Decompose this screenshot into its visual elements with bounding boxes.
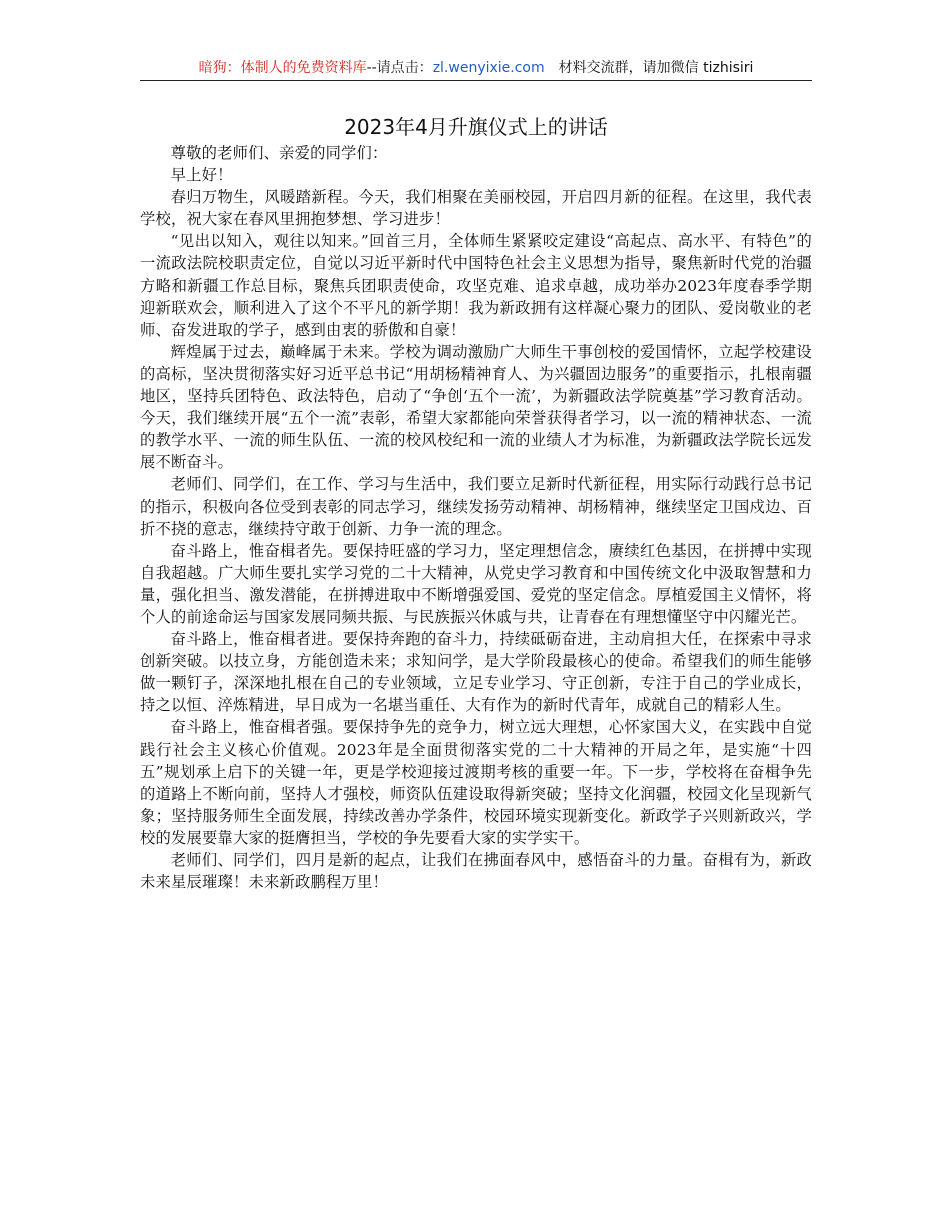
header-contact: 材料交流群，请加微信 tizhisiri bbox=[558, 60, 754, 76]
paragraph-closing: 老师们、同学们，四月是新的起点，让我们在拂面春风中，感悟奋斗的力量。奋楫有为，新政未来星辰璀璨！未来新政鹏程万里！ bbox=[140, 851, 812, 892]
paragraph: 春归万物生，风暖踏新程。今天，我们相聚在美丽校园，开启四月新的征程。在这里，我代表学校，祝大家在春风里拥抱梦想、学习进步！ bbox=[140, 188, 812, 229]
paragraph: 老师们、同学们，在工作、学习与生活中，我们要立足新时代新征程，用实际行动践行总书记的指示，积极向各位受到表彰的同志学习，继续发扬劳动精神、胡杨精神，继续坚定卫国戍边、百折不挠的意志，继续持守敢于创新、力争一流的理念。 bbox=[140, 475, 812, 538]
paragraph-salutation: 尊敬的老师们、亲爱的同学们： bbox=[170, 144, 388, 162]
document-body bbox=[140, 142, 812, 893]
paragraph: 奋斗路上，惟奋楫者强。要保持争先的竞争力，树立远大理想，心怀家国大义，在实践中自觉践行社会主义核心价值观。2023年是全面贯彻落实党的二十大精神的开局之年，是实施“十四五”规划承上启下的关键一年，更是学校迎接过渡期考核的重要一年。下一步，学校将在奋楫争先的道路上不断向前，坚持人才强校，师资队伍建设取得新突破；坚持文化润疆，校园文化呈现新气象；坚持服务师生全面发展，持续改善办学条件，校园环境实现新变化。新政学子兴则新政兴，学校的发展要靠大家的挺膺担当，学校的争先要看大家的实学实干。 bbox=[140, 718, 812, 847]
document-title: 2023年4月升旗仪式上的讲话 bbox=[344, 115, 608, 139]
header-prompt: --请点击： bbox=[366, 60, 433, 76]
paragraph: 奋斗路上，惟奋楫者先。要保持旺盛的学习力，坚定理想信念，赓续红色基因，在拼搏中实现自我超越。广大师生要扎实学习党的二十大精神，从党史学习教育和中国传统文化中汲取智慧和力量，强化担当、激发潜能，在拼搏进取中不断增强爱国、爱党的坚定信念。厚植爱国主义情怀，将个人的前途命运与国家发展同频共振、与民族振兴休戚与共，让青春在有理想懂坚守中闪耀光芒。 bbox=[140, 541, 812, 626]
page-header bbox=[140, 58, 812, 81]
header-url-link[interactable]: zl.wenyixie.com bbox=[432, 60, 545, 76]
header-brand[interactable]: 暗狗：体制人的免费资料库 bbox=[198, 60, 367, 76]
paragraph: 辉煌属于过去，巅峰属于未来。学校为调动激励广大师生干事创校的爱国情怀，立起学校建设的高标，坚决贯彻落实好习近平总书记“用胡杨精神育人、为兴疆固边服务”的重要指示，扎根南疆地区，坚持兵团特色、政法特色，启动了“争创‘五个一流’，为新疆政法学院奠基”学习教育活动。今天，我们继续开展“五个一流”表彰，希望大家都能向荣誉获得者学习，以一流的精神状态、一流的教学水平、一流的师生队伍、一流的校风校纪和一流的业绩人才为标准，为新疆政法学院长远发展不断奋斗。 bbox=[140, 342, 812, 472]
paragraph-greeting: 早上好！ bbox=[170, 166, 233, 185]
paragraph: 奋斗路上，惟奋楫者进。要保持奔跑的奋斗力，持续砥砺奋进，主动肩担大任，在探索中寻求创新突破。以技立身，方能创造未来；求知问学，是大学阶段最核心的使命。希望我们的师生能够做一颗钉子，深深地扎根在自己的专业领域，立足专业学习、守正创新，专注于自己的学业成长，持之以恒、淬炼精进，早日成为一名堪当重任、大有作为的新时代青年，成就自己的精彩人生。 bbox=[140, 630, 812, 715]
paragraph: “见出以知入，观往以知来。”回首三月，全体师生紧紧咬定建设“高起点、高水平、有特色”的一流政法院校职责定位，自觉以习近平新时代中国特色社会主义思想为指导，聚焦新时代党的治疆方略和新疆工作总目标，聚焦兵团职责使命，攻坚克难、追求卓越，成功举办2023年度春季学期迎新联欢会，顺利进入了这个不平凡的新学期！我为新政拥有这样凝心聚力的团队、爱岗敬业的老师、奋发进取的学子，感到由衷的骄傲和自豪！ bbox=[140, 232, 812, 339]
